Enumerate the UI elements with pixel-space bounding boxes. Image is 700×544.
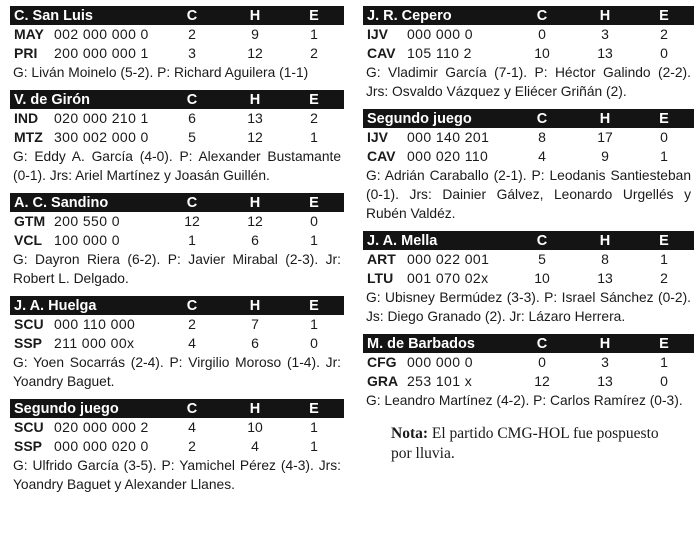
errors-header: E (659, 110, 669, 127)
errors-header: E (659, 232, 669, 249)
hits-header: H (599, 7, 611, 24)
hits-value: 3 (601, 26, 609, 42)
hits-value: 8 (601, 251, 609, 267)
runs-value: 4 (188, 419, 196, 435)
errors-value: 1 (310, 129, 318, 145)
innings-line: 000 000 0 (407, 26, 473, 42)
team-code: CFG (367, 354, 397, 370)
team-code: SSP (14, 438, 43, 454)
footnote-text: El partido CMG-HOL fue pospuesto por lluvia. (391, 425, 659, 462)
pitchers-note: G: Adrián Caraballo (2-1). P: Leodanis Santiesteban (0-1). Jrs: Dainier Gálvez, Leonardo Urgellés y Rubén Valdéz. (366, 168, 691, 221)
hits-value: 13 (597, 373, 613, 389)
hits-value: 12 (247, 45, 263, 61)
innings-line: 100 000 0 (54, 232, 120, 248)
errors-value: 1 (310, 232, 318, 248)
pitchers-note: G: Leandro Martínez (4-2). P: Carlos Ramírez (0-3). (366, 393, 683, 408)
runs-header: C (186, 297, 198, 314)
right-column (363, 6, 694, 464)
innings-line: 020 000 000 2 (54, 419, 149, 435)
game-header (10, 6, 344, 25)
hits-header: H (249, 194, 261, 211)
innings-line: 000 110 000 (54, 316, 136, 332)
score-row (10, 25, 344, 44)
pitchers-note: G: Ulfrido García (3-5). P: Yamichel Pérez (4-3). Jrs: Yoandry Baguet y Alexander Llanes. (13, 458, 341, 492)
hits-header: H (249, 91, 261, 108)
team-code: VCL (14, 232, 42, 248)
errors-header: E (659, 7, 669, 24)
innings-line: 000 140 201 (407, 129, 490, 145)
innings-line: 300 002 000 0 (54, 129, 149, 145)
hits-header: H (249, 297, 261, 314)
score-row (363, 353, 694, 372)
game-box (10, 90, 344, 185)
team-code: SCU (14, 316, 44, 332)
score-row (363, 25, 694, 44)
stadium-name: M. de Barbados (367, 335, 475, 352)
errors-header: E (309, 91, 319, 108)
runs-value: 0 (538, 26, 546, 42)
hits-value: 12 (247, 213, 263, 229)
score-row (10, 44, 344, 63)
game-box (10, 399, 344, 494)
runs-value: 12 (534, 373, 550, 389)
runs-header: C (186, 194, 198, 211)
game-header (363, 334, 694, 353)
pitchers-note: G: Yoen Socarrás (2-4). P: Virgilio Moroso (1-4). Jr: Yoandry Baguet. (13, 355, 341, 389)
team-code: SSP (14, 335, 43, 351)
hits-header: H (599, 110, 611, 127)
team-code: MAY (14, 26, 44, 42)
runs-value: 2 (188, 316, 196, 332)
hits-value: 7 (251, 316, 259, 332)
hits-value: 9 (601, 148, 609, 164)
team-code: IND (14, 110, 39, 126)
game-box (10, 193, 344, 288)
errors-value: 1 (660, 148, 668, 164)
score-row (10, 437, 344, 456)
stadium-name: J. A. Huelga (14, 297, 97, 314)
team-code: MTZ (14, 129, 43, 145)
errors-value: 0 (660, 45, 668, 61)
stadium-name: J. A. Mella (367, 232, 438, 249)
innings-line: 000 020 110 (407, 148, 489, 164)
runs-value: 8 (538, 129, 546, 145)
stadium-name: J. R. Cepero (367, 7, 452, 24)
score-row (10, 315, 344, 334)
errors-header: E (309, 400, 319, 417)
innings-line: 000 000 0 (407, 354, 473, 370)
runs-header: C (186, 7, 198, 24)
game-header (363, 6, 694, 25)
errors-value: 1 (310, 438, 318, 454)
stadium-name: Segundo juego (367, 110, 472, 127)
score-row (363, 372, 694, 391)
pitchers-note: G: Vladimir García (7-1). P: Héctor Galindo (2-2). Jrs: Osvaldo Vázquez y Eliécer Griñán (2). (366, 65, 691, 99)
game-header (10, 90, 344, 109)
hits-header: H (599, 335, 611, 352)
errors-value: 1 (660, 251, 668, 267)
errors-value: 2 (660, 270, 668, 286)
innings-line: 105 110 2 (407, 45, 472, 61)
errors-header: E (309, 297, 319, 314)
errors-value: 0 (310, 335, 318, 351)
game-box (363, 6, 694, 101)
hits-value: 17 (597, 129, 613, 145)
score-row (363, 269, 694, 288)
pitchers-note: G: Ubisney Bermúdez (3-3). P: Israel Sánchez (0-2). Js: Diego Granado (2). Jr: Lázaro Herrera. (366, 290, 691, 324)
runs-value: 10 (534, 45, 550, 61)
hits-value: 6 (251, 335, 259, 351)
stadium-name: V. de Girón (14, 91, 91, 108)
game-header (10, 399, 344, 418)
game-box (363, 109, 694, 223)
runs-header: C (186, 400, 198, 417)
score-row (10, 334, 344, 353)
score-row (10, 231, 344, 250)
runs-value: 12 (184, 213, 200, 229)
game-header (363, 231, 694, 250)
innings-line: 253 101 x (407, 373, 473, 389)
team-code: SCU (14, 419, 44, 435)
innings-line: 000 000 020 0 (54, 438, 149, 454)
runs-header: C (536, 7, 548, 24)
errors-value: 1 (660, 354, 668, 370)
hits-value: 6 (251, 232, 259, 248)
team-code: CAV (367, 148, 396, 164)
hits-value: 9 (251, 26, 259, 42)
hits-header: H (599, 232, 611, 249)
hits-header: H (249, 400, 261, 417)
pitchers-note: G: Eddy A. García (4-0). P: Alexander Bustamante (0-1). Jrs: Ariel Martínez y Joasán Guillén. (13, 149, 341, 183)
errors-header: E (659, 335, 669, 352)
innings-line: 211 000 00x (54, 335, 135, 351)
team-code: IJV (367, 26, 389, 42)
runs-value: 6 (188, 110, 196, 126)
stadium-name: C. San Luis (14, 7, 93, 24)
errors-value: 0 (310, 213, 318, 229)
runs-header: C (536, 335, 548, 352)
runs-value: 5 (538, 251, 546, 267)
game-box (363, 334, 694, 410)
score-row (363, 44, 694, 63)
runs-value: 0 (538, 354, 546, 370)
score-row (10, 212, 344, 231)
stadium-name: A. C. Sandino (14, 194, 109, 211)
game-header (363, 109, 694, 128)
score-row (10, 418, 344, 437)
errors-header: E (309, 7, 319, 24)
pitchers-note: G: Liván Moinelo (5-2). P: Richard Aguilera (1-1) (13, 65, 309, 80)
runs-value: 3 (188, 45, 196, 61)
score-row (10, 128, 344, 147)
team-code: GRA (367, 373, 399, 389)
pitchers-note: G: Dayron Riera (6-2). P: Javier Mirabal (2-3). Jr: Robert L. Delgado. (13, 252, 341, 286)
runs-value: 2 (188, 438, 196, 454)
game-box (10, 296, 344, 391)
hits-value: 12 (247, 129, 263, 145)
runs-value: 5 (188, 129, 196, 145)
hits-value: 13 (247, 110, 263, 126)
errors-value: 2 (310, 45, 318, 61)
team-code: CAV (367, 45, 396, 61)
errors-value: 0 (660, 129, 668, 145)
runs-value: 10 (534, 270, 550, 286)
hits-value: 10 (247, 419, 263, 435)
errors-value: 2 (660, 26, 668, 42)
left-column (10, 6, 344, 502)
errors-value: 1 (310, 26, 318, 42)
team-code: PRI (14, 45, 38, 61)
runs-header: C (186, 91, 198, 108)
score-row (10, 109, 344, 128)
errors-value: 0 (660, 373, 668, 389)
innings-line: 200 000 000 1 (54, 45, 149, 61)
innings-line: 020 000 210 1 (54, 110, 149, 126)
errors-value: 2 (310, 110, 318, 126)
hits-value: 13 (597, 45, 613, 61)
score-row (363, 128, 694, 147)
runs-value: 2 (188, 26, 196, 42)
team-code: LTU (367, 270, 394, 286)
runs-header: C (536, 110, 548, 127)
game-header (10, 193, 344, 212)
innings-line: 000 022 001 (407, 251, 490, 267)
hits-value: 3 (601, 354, 609, 370)
runs-value: 4 (538, 148, 546, 164)
errors-value: 1 (310, 316, 318, 332)
game-header (10, 296, 344, 315)
hits-value: 13 (597, 270, 613, 286)
runs-value: 4 (188, 335, 196, 351)
innings-line: 200 550 0 (54, 213, 120, 229)
game-box (363, 231, 694, 326)
hits-value: 4 (251, 438, 259, 454)
footnote (363, 424, 694, 464)
innings-line: 002 000 000 0 (54, 26, 149, 42)
stadium-name: Segundo juego (14, 400, 119, 417)
errors-value: 1 (310, 419, 318, 435)
team-code: IJV (367, 129, 389, 145)
game-box (10, 6, 344, 82)
runs-value: 1 (188, 232, 196, 248)
footnote-label: Nota: (391, 425, 429, 442)
score-row (363, 250, 694, 269)
hits-header: H (249, 7, 261, 24)
innings-line: 001 070 02x (407, 270, 489, 286)
score-row (363, 147, 694, 166)
errors-header: E (309, 194, 319, 211)
team-code: ART (367, 251, 396, 267)
runs-header: C (536, 232, 548, 249)
team-code: GTM (14, 213, 46, 229)
